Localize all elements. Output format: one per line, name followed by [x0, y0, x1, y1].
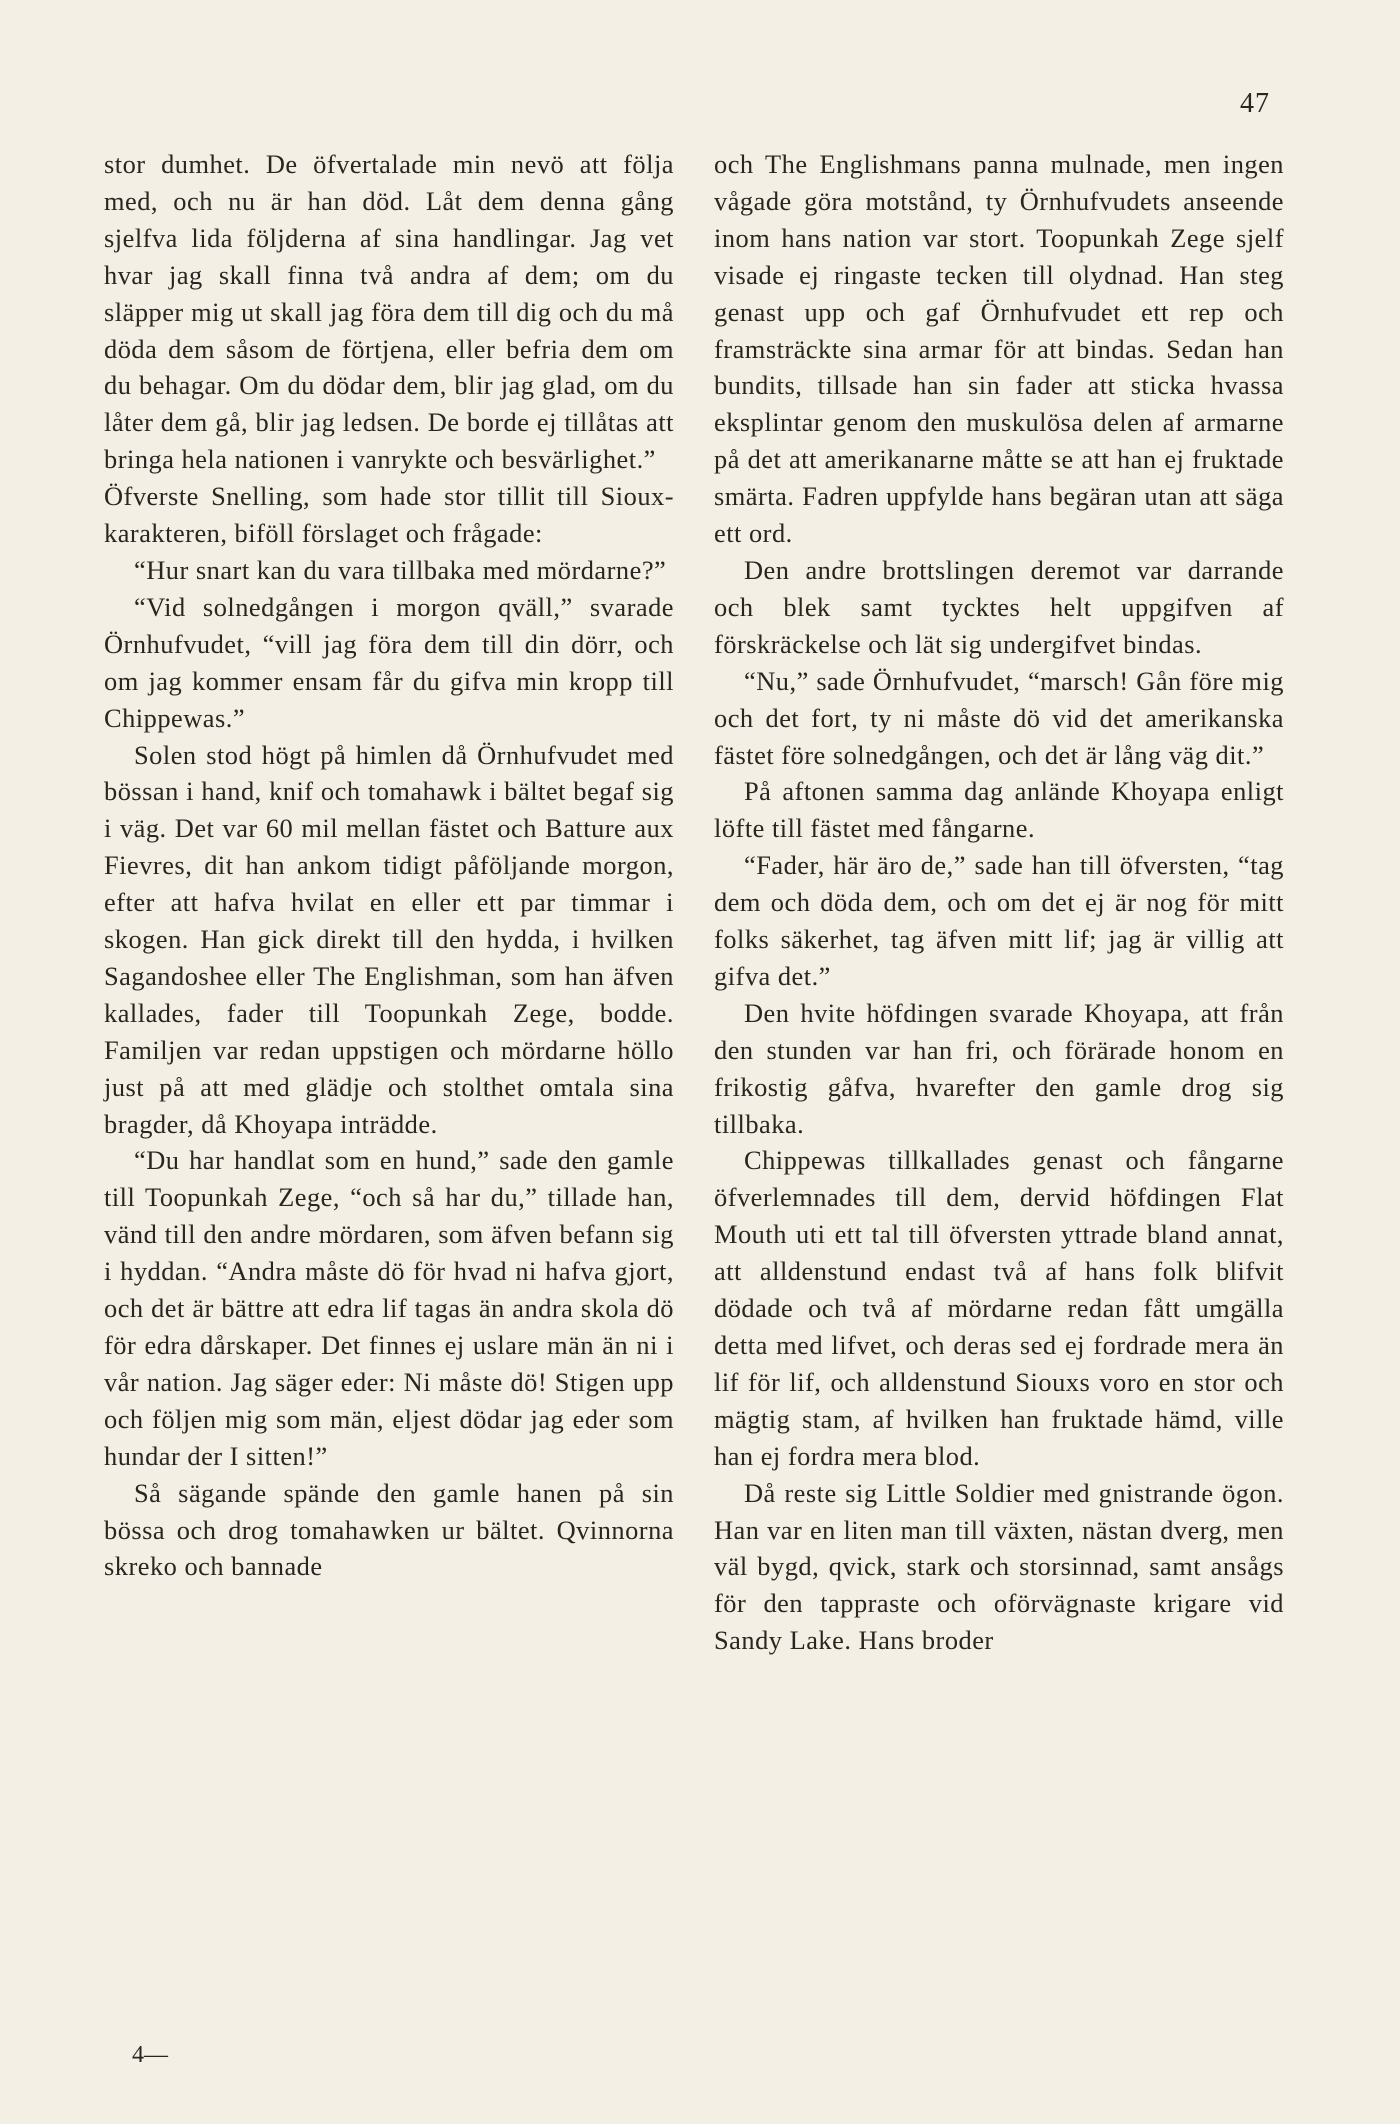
- paragraph: “Fader, här äro de,” sade han till öfversten, “tag dem och döda dem, och om det ej är nog för mitt folks säkerhet, tag äfven mitt lif; jag är villig att gifva det.”: [714, 850, 1284, 991]
- paragraph: “Hur snart kan du vara tillbaka med mördarne?”: [134, 554, 667, 585]
- paragraph: Chippewas tillkallades genast och fångarne öfverlemnades till dem, dervid höfdingen Flat Mouth uti ett tal till öfversten yttrade bland annat, att alldenstund endast två af hans folk blifvit dödade och två af mördarne redan fått umgälla detta med lifvet, och deras sed ej fordrade mera än lif för lif, och alldenstund Siouxs voro en stor och mägtig stam, af hvilken han fruktade hämd, ville han ej fordra mera blod.: [714, 1145, 1284, 1471]
- paragraph: Då reste sig Little Soldier med gnistrande ögon. Han var en liten man till växten, nästan dverg, men väl bygd, qvick, stark och storsinnad, samt ansågs för den tappraste och oförvägnaste krigare vid Sandy Lake. Hans broder: [714, 1477, 1284, 1656]
- paragraph: och The Englishmans panna mulnade, men ingen vågade göra motstånd, ty Örnhufvudets anseende inom hans nation var stort. Toopunkah Zege sjelf visade ej ringaste tecken till olydnad. Han steg genast upp och gaf Örnhufvudet ett rep och framsträckte sina armar för att bindas. Sedan han bundits, tillsade han sin fader att sticka hvassa eksplintar genom den muskulösa delen af armarne på det att amerikanarne måtte se att han ej fruktade smärta. Fadren uppfylde hans begäran utan att säga ett ord.: [714, 149, 1284, 549]
- paragraph: Den hvite höfdingen svarade Khoyapa, att från den stunden var han fri, och förärade honom en frikostig gåfva, hvarefter den gamle drog sig tillbaka.: [714, 997, 1284, 1139]
- paragraph: Öfverste Snelling, som hade stor tillit till Sioux-karakteren, biföll förslaget och frågade:: [104, 481, 674, 549]
- page-number: 47: [1240, 88, 1270, 119]
- signature-mark: 4—: [132, 2042, 168, 2068]
- paragraph: stor dumhet. De öfvertalade min nevö att följa med, och nu är han död. Låt dem denna gång sjelfva lida följderna af sina handlingar. Jag vet hvar jag skall finna två andra af dem; om du släpper mig ut skall jag föra dem till dig och du må döda dem såsom de förtjena, eller befria dem om du behagar. Om du dödar dem, blir jag glad, om du låter dem gå, blir jag ledsen. De borde ej tillåtas att bringa hela nationen i vanrykte och besvärlighet.”: [104, 149, 674, 475]
- paragraph: På aftonen samma dag anlände Khoyapa enligt löfte till fästet med fångarne.: [714, 776, 1284, 844]
- paragraph: “Nu,” sade Örnhufvudet, “marsch! Gån före mig och det fort, ty ni måste dö vid det amerikanska fästet före solnedgången, och det är lång väg dit.”: [714, 665, 1284, 770]
- left-column: [104, 146, 674, 1585]
- right-column: [714, 146, 1284, 1659]
- paragraph: “Vid solnedgången i morgon qväll,” svarade Örnhufvudet, “vill jag föra dem till din dörr, och om jag kommer ensam får du gifva min kropp till Chippewas.”: [104, 591, 674, 733]
- paragraph: “Du har handlat som en hund,” sade den gamle till Toopunkah Zege, “och så har du,” tillade han, vänd till den andre mördaren, som äfven befann sig i hyddan. “Andra måste dö för hvad ni hafva gjort, och det är bättre att edra lif tagas än andra skola dö för edra dårskaper. Det finnes ej uslare män än ni i vår nation. Jag säger eder: Ni måste dö! Stigen upp och följen mig som män, eljest dödar jag eder som hundar der I sitten!”: [104, 1145, 674, 1471]
- paragraph: Solen stod högt på himlen då Örnhufvudet med bössan i hand, knif och tomahawk i bältet begaf sig i väg. Det var 60 mil mellan fästet och Batture aux Fievres, dit han ankom tidigt påföljande morgon, efter att hafva hvilat en eller ett par timmar i skogen. Han gick direkt till den hydda, i hvilken Sagandoshee eller The Englishman, som han äfven kallades, fader till Toopunkah Zege, bodde. Familjen var redan uppstigen och mördarne höllo just på att med glädje och stolthet omtala sina bragder, då Khoyapa inträdde.: [104, 739, 674, 1139]
- paragraph: Den andre brottslingen deremot var darrande och blek samt tycktes helt uppgifven af förskräckelse och lät sig undergifvet bindas.: [714, 554, 1284, 659]
- paragraph: Så sägande spände den gamle hanen på sin bössa och drog tomahawken ur bältet. Qvinnorna skreko och bannade: [104, 1477, 674, 1582]
